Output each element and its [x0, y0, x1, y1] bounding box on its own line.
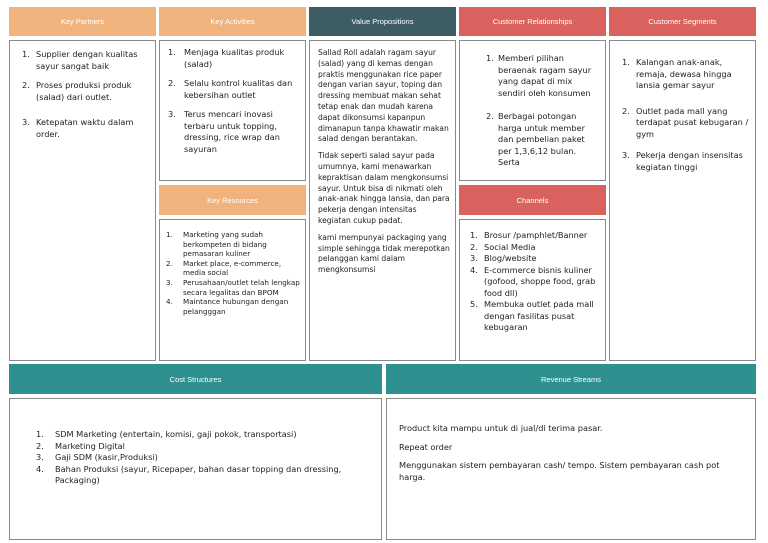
revenue-streams-header: Revenue Streams: [386, 364, 756, 394]
key-activities-header: Key Activities: [159, 7, 306, 36]
revenue-stream-item: Menggunakan sistem pembayaran cash/ tempo. Sistem pembayaran cash pot harga.: [399, 460, 720, 482]
customer-relationships-list: [486, 53, 599, 169]
list-item: 1. Brosur /pamphlet/Banner: [470, 230, 588, 240]
list-item: 4. E-commerce bisnis kuliner (gofood, shoppe food, grab food dll): [470, 264, 596, 298]
revenue-stream-item: Repeat order: [399, 441, 453, 452]
customer-segments-box: [609, 40, 756, 361]
list-item: 1. Kalangan anak-anak, remaja, dewasa hingga lansia gemar sayur: [622, 57, 732, 90]
channels-list: [470, 230, 599, 334]
customer-segments-header: Customer Segments: [609, 7, 756, 36]
list-item: 2. Market place, e-commerce, media social: [166, 258, 282, 278]
key-partners-box: [9, 40, 156, 361]
list-item: 2. Selalu kontrol kualitas dan kebersihan outlet: [168, 78, 293, 100]
list-item: 2. Berbagai potongan harga untuk member dan pembelian paket per 1,3,6,12 bulan. Serta: [486, 111, 585, 167]
key-activities-list: [168, 47, 299, 155]
channels-header: Channels: [459, 185, 606, 215]
customer-relationships-header: Customer Relationships: [459, 7, 606, 36]
key-resources-box: [159, 219, 306, 361]
key-resources-header: Key Resources: [159, 185, 306, 215]
list-item: 1. Menjaga kualitas produk (salad): [168, 47, 285, 69]
customer-relationships-box: [459, 40, 606, 181]
list-item: 3. Blog/website: [470, 253, 537, 263]
revenue-stream-item: Product kita mampu untuk di jual/di terima pasar.: [399, 423, 603, 433]
list-item: 2. Proses produksi produk (salad) dari outlet.: [22, 80, 132, 102]
list-item: 3. Terus mencari inovasi terbaru untuk topping, dressing, rice wrap dan sayuran: [168, 109, 280, 154]
value-proposition-paragraph: Sallad Roll adalah ragam sayur (salad) yang di kemas dengan praktis menggunakan rice paper dengan varian sayur, toping dan dressing membuat makan sehat tetap enak dan mudah karena dapat dikonsumsi kapanpun dimanapun tanpa khawatir makan salad dengan berantakan.: [318, 48, 449, 144]
revenue-streams-box: [386, 398, 756, 540]
list-item: 3. Pekerja dengan insensitas kegiatan tinggi: [622, 150, 743, 172]
list-item: 3. Ketepatan waktu dalam order.: [22, 117, 134, 139]
cost-structures-box: [9, 398, 382, 540]
cost-structures-header: Cost Structures: [9, 364, 382, 394]
key-resources-list: [166, 230, 300, 316]
list-item: 1. Memberi pilihan beraenak ragam sayur yang dapat di mix sendiri oleh konsumen: [486, 53, 592, 98]
key-partners-header: Key Partners: [9, 7, 156, 36]
list-item: 1. Marketing yang sudah berkompeten di bidang pemasaran kuliner: [166, 230, 267, 259]
key-partners-list: [22, 49, 149, 140]
cost-structures-list: [36, 429, 373, 487]
list-item: 4. Bahan Produksi (sayur, Ricepaper, bahan dasar topping dan dressing, Packaging): [36, 463, 342, 485]
list-item: 1. SDM Marketing (entertain, komisi, gaji pokok, transportasi): [36, 429, 297, 439]
list-item: 2. Outlet pada mall yang terdapat pusat kebugaran / gym: [622, 105, 749, 139]
customer-segments-list: [622, 57, 750, 173]
list-item: 3. Gaji SDM (kasir,Produksi): [36, 452, 158, 462]
list-item: 4. Maintance hubungan dengan pelangggan: [166, 297, 289, 316]
value-proposition-paragraph: Tidak seperti salad sayur pada umumnya, kami menawarkan kepraktisan dalam mengkonsumsi sayur. Untuk bisa di nikmati oleh anak-anak hingga lansia, dan para pekerja dengan intensitas kegiatan cukup padat.: [318, 151, 450, 225]
value-propositions-box: [309, 40, 456, 361]
list-item: 5. Membuka outlet pada mall dengan fasilitas pusat kebugaran: [470, 299, 594, 332]
list-item: 2. Social Media: [470, 241, 536, 252]
value-propositions-header: Value Propositions: [309, 7, 456, 36]
list-item: 2. Marketing Digital: [36, 440, 125, 451]
channels-box: [459, 219, 606, 361]
list-item: 3. Perusahaan/outlet telah lengkap secara legalitas dan BPOM: [166, 277, 300, 297]
list-item: 1. Supplier dengan kualitas sayur sangat baik: [22, 49, 138, 71]
value-proposition-paragraph: kami mempunyai packaging yang simple sehingga tidak merepotkan pelanggan kami dalam mengkonsumsi: [318, 232, 450, 275]
key-activities-box: [159, 40, 306, 181]
